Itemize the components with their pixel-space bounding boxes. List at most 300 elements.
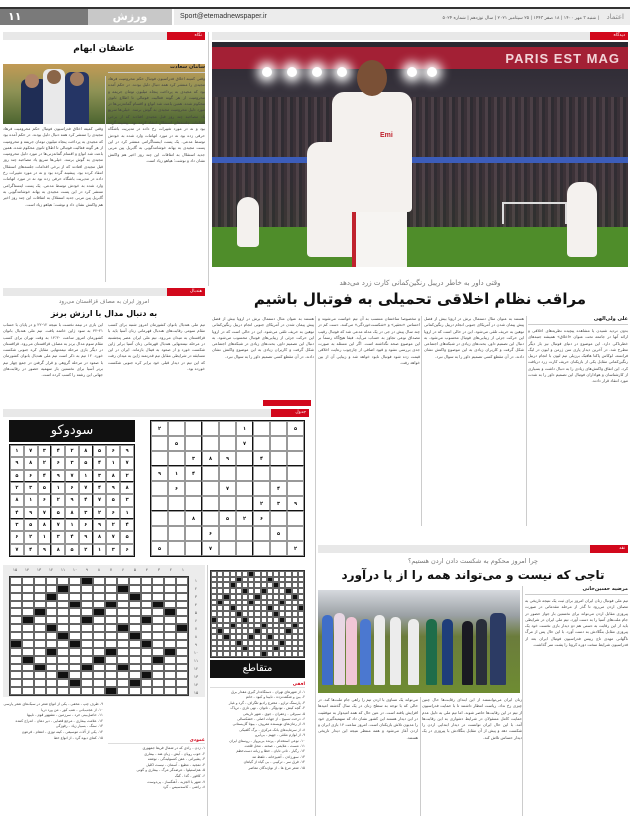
- sudoku-cell[interactable]: [202, 496, 219, 511]
- crossword-cell[interactable]: [105, 656, 117, 664]
- crossword-cell[interactable]: [22, 601, 34, 609]
- crossword-cell[interactable]: [105, 585, 117, 593]
- crossword-cell[interactable]: [46, 679, 58, 687]
- crossword-cell[interactable]: [10, 679, 22, 687]
- crossword-cell[interactable]: [10, 656, 22, 664]
- crossword-cell[interactable]: [141, 687, 153, 695]
- sudoku-cell[interactable]: [202, 466, 219, 481]
- crossword-cell[interactable]: [46, 671, 58, 679]
- sudoku-cell[interactable]: [287, 526, 304, 541]
- crossword-cell[interactable]: [176, 585, 188, 593]
- crossword-cell[interactable]: [81, 656, 93, 664]
- crossword-cell[interactable]: [152, 593, 164, 601]
- crossword-cell[interactable]: [176, 616, 188, 624]
- crossword-col-number: ۶: [121, 567, 125, 572]
- crossword-col-number: ۷: [109, 567, 113, 572]
- crossword-cell[interactable]: [93, 593, 105, 601]
- sudoku-cell: ۳: [93, 470, 107, 482]
- crossword-cell[interactable]: [10, 608, 22, 616]
- crossword-cell[interactable]: [164, 671, 176, 679]
- crossword-cell[interactable]: [22, 624, 34, 632]
- clue-item: ۱۱- حاصل‌بینی خرد - سرزمین - مشهور قوم - نایبها: [27, 713, 103, 718]
- sudoku-cell[interactable]: [185, 436, 202, 451]
- handball-title: به دنبال مدال با ارزش برنز: [50, 309, 158, 318]
- crossword-cell[interactable]: [164, 640, 176, 648]
- sudoku-cell[interactable]: [185, 526, 202, 541]
- sudoku-cell[interactable]: [236, 466, 253, 481]
- sudoku-cell[interactable]: [270, 541, 287, 556]
- issue-date: شنبه ۳ مهر ۱۴۰۰ | ۱۸ صفر ۱۴۴۳ | ۲۵ سپتامبر ۲۰۲۱ | سال نوزدهم | شماره ۵۰۲۴: [442, 16, 597, 21]
- crossword-row-number: ۷: [194, 625, 198, 631]
- crossword-cell[interactable]: [34, 585, 46, 593]
- crossword-black-cell: [34, 664, 46, 672]
- sudoku-cell: ۷: [10, 544, 24, 556]
- crossword-cell[interactable]: [117, 601, 129, 609]
- crossword-cell[interactable]: [129, 648, 141, 656]
- crossword-cell[interactable]: [141, 601, 153, 609]
- sudoku-cell[interactable]: [287, 436, 304, 451]
- crossword-cell[interactable]: [57, 679, 69, 687]
- crossword-cell[interactable]: [117, 632, 129, 640]
- sudoku-cell[interactable]: [151, 481, 168, 496]
- crossword-cell[interactable]: [81, 632, 93, 640]
- crossword-cell[interactable]: [93, 664, 105, 672]
- crossword-cell[interactable]: [117, 671, 129, 679]
- crossword-cell[interactable]: [10, 616, 22, 624]
- crossword-cell[interactable]: [176, 577, 188, 585]
- crossword-cell[interactable]: [164, 601, 176, 609]
- sudoku-cell[interactable]: [287, 466, 304, 481]
- column-rule: [208, 32, 209, 286]
- crossword-cell[interactable]: [57, 616, 69, 624]
- crossword-cell[interactable]: [46, 656, 58, 664]
- crossword-cell[interactable]: [164, 664, 176, 672]
- crossword-cell[interactable]: [22, 585, 34, 593]
- crossword-cell[interactable]: [22, 687, 34, 695]
- crossword-cell[interactable]: [46, 585, 58, 593]
- crossword-cell[interactable]: [129, 624, 141, 632]
- crossword-cell[interactable]: [57, 601, 69, 609]
- crossword-cell[interactable]: [10, 577, 22, 585]
- crossword-cell[interactable]: [69, 656, 81, 664]
- sudoku-cell: ۴: [185, 466, 202, 481]
- crossword-cell[interactable]: [129, 656, 141, 664]
- crossword-row-number: ۱۴: [193, 681, 199, 687]
- sudoku-cell[interactable]: [287, 451, 304, 466]
- crossword-cell[interactable]: [105, 577, 117, 585]
- crossword-cell[interactable]: [34, 624, 46, 632]
- crossword-cell[interactable]: [152, 640, 164, 648]
- crossword-cell[interactable]: [22, 671, 34, 679]
- crossword-cell[interactable]: [93, 640, 105, 648]
- sudoku-cell[interactable]: [168, 421, 185, 436]
- sudoku-cell[interactable]: [219, 421, 236, 436]
- sudoku-cell: ۱: [79, 470, 93, 482]
- crossword-cell[interactable]: [34, 656, 46, 664]
- sudoku-cell[interactable]: [236, 496, 253, 511]
- crossword-cell[interactable]: [105, 632, 117, 640]
- sudoku-cell[interactable]: [219, 436, 236, 451]
- section-email[interactable]: Sport@etemadnewspaper.ir: [174, 9, 384, 25]
- crossword-grid[interactable]: [9, 576, 189, 696]
- crossword-cell[interactable]: [57, 624, 69, 632]
- crossword-cell[interactable]: [69, 585, 81, 593]
- crossword-row-numbers: [189, 576, 203, 696]
- sudoku-cell[interactable]: [168, 541, 185, 556]
- crossword-cell[interactable]: [141, 632, 153, 640]
- sudoku-cell: ۸: [93, 531, 107, 543]
- crossword-cell[interactable]: [117, 679, 129, 687]
- crossword-cell[interactable]: [129, 687, 141, 695]
- sudoku-cell[interactable]: [185, 481, 202, 496]
- crossword-cell[interactable]: [152, 577, 164, 585]
- crossword-cell[interactable]: [141, 608, 153, 616]
- crossword-cell[interactable]: [105, 664, 117, 672]
- crossword-cell[interactable]: [81, 640, 93, 648]
- sudoku-cell: ۸: [202, 451, 219, 466]
- crossword-cell[interactable]: [69, 632, 81, 640]
- sudoku-cell[interactable]: [253, 436, 270, 451]
- crossword-cell[interactable]: [117, 577, 129, 585]
- crossword-cell[interactable]: [176, 671, 188, 679]
- sudoku-cell[interactable]: [253, 481, 270, 496]
- sudoku-cell[interactable]: [151, 451, 168, 466]
- crossword-cell[interactable]: [81, 648, 93, 656]
- crossword-cell[interactable]: [105, 640, 117, 648]
- crossword-cell[interactable]: [117, 648, 129, 656]
- crossword-cell[interactable]: [81, 608, 93, 616]
- crossword-cell[interactable]: [46, 664, 58, 672]
- sudoku-cell[interactable]: [236, 451, 253, 466]
- crossword-cell[interactable]: [93, 577, 105, 585]
- sudoku-cell[interactable]: [236, 541, 253, 556]
- crossword-cell[interactable]: [57, 608, 69, 616]
- sudoku-cell[interactable]: [219, 466, 236, 481]
- bottom-headline: تاجی که نیست و می‌تواند همه را از پا درآورد: [341, 568, 605, 582]
- sudoku-cell[interactable]: [168, 511, 185, 526]
- crossword-cell[interactable]: [105, 608, 117, 616]
- crossword-cell[interactable]: [152, 632, 164, 640]
- crossword-cell[interactable]: [129, 664, 141, 672]
- sudoku-cell: ۷: [65, 470, 79, 482]
- crossword-col-number: ۸: [97, 567, 101, 572]
- crossword-cell[interactable]: [164, 632, 176, 640]
- crossword-cell[interactable]: [81, 601, 93, 609]
- crossword-cell[interactable]: [105, 679, 117, 687]
- sudoku-cell: ۲: [79, 544, 93, 556]
- crossword-cell[interactable]: [57, 664, 69, 672]
- crossword-cell[interactable]: [93, 687, 105, 695]
- sudoku-cell[interactable]: [219, 541, 236, 556]
- crossword-cell[interactable]: [34, 679, 46, 687]
- crossword-cell[interactable]: [105, 624, 117, 632]
- crossword-cell[interactable]: [93, 616, 105, 624]
- crossword-cell[interactable]: [10, 664, 22, 672]
- sudoku-cell[interactable]: [168, 526, 185, 541]
- sudoku-cell[interactable]: [236, 481, 253, 496]
- bottom-body-col2: زنان ایران می‌توانستند از این ابتدای رقابت‌ها حال چنین چیزی رخ نداد. ریاست انتظار داشتند تا با حمایت فدراسیون از تیم در این رقابت‌ها حاضر شوند. اما تیم ملی به دلیل عدم حمایت کامل مسئولان در شرایط دشواری به این رقابت‌ها آمد. با این حال ایران توانست در دیدار ابتدایی اردن را شکست دهد و پیش از آن مقابل بنگلادش با پیروزی در یک دیدار حساس تلاش کند.: [422, 697, 522, 740]
- clue-item: ۶- درخت تسبیح - از جهات اصلی - خشکسالی: [237, 717, 305, 722]
- crossword-col-number: ۱۰: [72, 567, 78, 572]
- crossword-cell[interactable]: [22, 664, 34, 672]
- crossword-cell[interactable]: [93, 601, 105, 609]
- sudoku-cell: ۸: [106, 470, 120, 482]
- crossword-cell[interactable]: [176, 656, 188, 664]
- sudoku-cell: ۲: [236, 511, 253, 526]
- crossword-cell[interactable]: [176, 648, 188, 656]
- crossword-black-cell: [152, 601, 164, 609]
- crossword-cell[interactable]: [34, 632, 46, 640]
- crossword-cell[interactable]: [34, 687, 46, 695]
- crossword-cell[interactable]: [117, 616, 129, 624]
- crossword-black-cell: [81, 577, 93, 585]
- crossword-cell[interactable]: [93, 632, 105, 640]
- crossword-cell[interactable]: [164, 656, 176, 664]
- crossword-cell[interactable]: [69, 648, 81, 656]
- crossword-cell[interactable]: [34, 577, 46, 585]
- crossword-cell[interactable]: [164, 585, 176, 593]
- crossword-cell[interactable]: [176, 593, 188, 601]
- sudoku-puzzle-grid[interactable]: [150, 420, 305, 557]
- crossword-cell[interactable]: [69, 616, 81, 624]
- crossword-cell[interactable]: [176, 601, 188, 609]
- crossword-cell[interactable]: [81, 687, 93, 695]
- crossword-cell[interactable]: [46, 601, 58, 609]
- clue-item: ۸- راضی - کاسه‌سیس - گرد: [162, 785, 205, 790]
- crossword-cell[interactable]: [93, 585, 105, 593]
- crossword-cell[interactable]: [117, 593, 129, 601]
- crossword-cell[interactable]: [34, 671, 46, 679]
- crossword-cell[interactable]: [81, 585, 93, 593]
- main-body-col2: هستند به عنوان مثال دستمال برش در اروپا بیش از فصل پیش پیمان شدن در آمریکای جنوبی انجام دریبل رنگین‌کمانی توهین به حریف تلقی می‌شود. این در حالی است که در اروپا این حرکت جزئی از زیبایی‌های فوتبال محسوب می‌شود. به دنبال این تصمیم داور، بحث‌های زیادی در شبکه‌های اجتماعی شکل گرفت و کاربران زیادی به این موضوع واکنش نشان دادند. در آن مقطع کسی تصمیم داور را به سوال نبرد.: [424, 316, 524, 359]
- crossword-black-cell: [46, 593, 58, 601]
- crossword-black-cell: [164, 648, 176, 656]
- crossword-cell[interactable]: [152, 585, 164, 593]
- clue-item: ۱۵- کمای دیوه گرد - از انواع خط: [53, 735, 103, 740]
- crossword-cell[interactable]: [22, 577, 34, 585]
- crossword-cell[interactable]: [129, 640, 141, 648]
- crossword-cell[interactable]: [57, 648, 69, 656]
- sudoku-cell[interactable]: [151, 496, 168, 511]
- crossword-cell[interactable]: [152, 648, 164, 656]
- crossword-cell[interactable]: [117, 687, 129, 695]
- sudoku-cell[interactable]: [219, 526, 236, 541]
- crossword-cell[interactable]: [164, 616, 176, 624]
- clue-item: ۳- پشیرانی - عفن کنسولیه‌گی - نوشته: [147, 757, 205, 762]
- sudoku-cell[interactable]: [253, 466, 270, 481]
- crossword-cell[interactable]: [46, 640, 58, 648]
- crossword-cell[interactable]: [176, 608, 188, 616]
- crossword-cell[interactable]: [57, 577, 69, 585]
- sudoku-cell: ۶: [51, 457, 65, 469]
- crossword-cell[interactable]: [34, 648, 46, 656]
- crossword-black-cell: [176, 624, 188, 632]
- sudoku-cell[interactable]: [202, 436, 219, 451]
- crossword-cell[interactable]: [152, 687, 164, 695]
- crossword-cell[interactable]: [93, 624, 105, 632]
- sudoku-cell: ۸: [10, 494, 24, 506]
- crossword-cell[interactable]: [69, 687, 81, 695]
- sudoku-cell[interactable]: [185, 496, 202, 511]
- sudoku-cell[interactable]: [253, 526, 270, 541]
- crossword-cell[interactable]: [10, 648, 22, 656]
- crossword-cell[interactable]: [176, 640, 188, 648]
- crossword-cell[interactable]: [10, 593, 22, 601]
- sudoku-cell: ۸: [38, 519, 52, 531]
- crossword-cell[interactable]: [81, 679, 93, 687]
- crossword-cell[interactable]: [34, 616, 46, 624]
- crossword-cell[interactable]: [117, 608, 129, 616]
- sudoku-cell: ۶: [253, 511, 270, 526]
- crossword-cell[interactable]: [152, 616, 164, 624]
- sudoku-cell[interactable]: [202, 511, 219, 526]
- sudoku-cell: ۷: [236, 436, 253, 451]
- sudoku-cell[interactable]: [287, 511, 304, 526]
- crossword-cell[interactable]: [57, 593, 69, 601]
- sudoku-cell: ۲: [10, 482, 24, 494]
- crossword-cell[interactable]: [117, 656, 129, 664]
- crossword-black-cell: [81, 616, 93, 624]
- crossword-cell[interactable]: [164, 577, 176, 585]
- sudoku-cell[interactable]: [202, 481, 219, 496]
- crossword-black-cell: [117, 664, 129, 672]
- crossword-cell[interactable]: [141, 593, 153, 601]
- crossword-cell[interactable]: [129, 616, 141, 624]
- crossword-cell[interactable]: [10, 585, 22, 593]
- crossword-cell[interactable]: [141, 679, 153, 687]
- crossword-cell[interactable]: [22, 608, 34, 616]
- crossword-cell[interactable]: [46, 616, 58, 624]
- crossword-cell[interactable]: [152, 664, 164, 672]
- main-byline: علی ولی‌الهی: [528, 316, 628, 325]
- crossword-cell[interactable]: [141, 664, 153, 672]
- crossword-cell[interactable]: [164, 624, 176, 632]
- crossword-cell[interactable]: [129, 671, 141, 679]
- sudoku-cell[interactable]: [253, 421, 270, 436]
- sudoku-cell[interactable]: [151, 526, 168, 541]
- sudoku-cell[interactable]: [270, 511, 287, 526]
- crossword-cell[interactable]: [34, 593, 46, 601]
- crossword-cell[interactable]: [164, 593, 176, 601]
- crossword-cell[interactable]: [129, 585, 141, 593]
- crossword-cell[interactable]: [105, 671, 117, 679]
- crossword-cell[interactable]: [22, 640, 34, 648]
- sudoku-cell[interactable]: [185, 421, 202, 436]
- crossword-cell[interactable]: [69, 664, 81, 672]
- crossword-cell[interactable]: [141, 585, 153, 593]
- crossword-cell[interactable]: [57, 640, 69, 648]
- crossword-cell[interactable]: [164, 679, 176, 687]
- crossword-cell[interactable]: [129, 601, 141, 609]
- crossword-cell[interactable]: [22, 648, 34, 656]
- crossword-cell[interactable]: [57, 687, 69, 695]
- crossword-cell[interactable]: [141, 648, 153, 656]
- crossword-cell[interactable]: [152, 608, 164, 616]
- sudoku-cell[interactable]: [270, 421, 287, 436]
- crossword-cell[interactable]: [69, 608, 81, 616]
- crossword-cell[interactable]: [105, 616, 117, 624]
- crossword-cell[interactable]: [176, 664, 188, 672]
- crossword-cell[interactable]: [93, 679, 105, 687]
- sudoku-cell[interactable]: [151, 511, 168, 526]
- crossword-black-cell: [57, 632, 69, 640]
- crossword-cell[interactable]: [22, 679, 34, 687]
- sudoku-cell[interactable]: [168, 451, 185, 466]
- sudoku-cell[interactable]: [287, 481, 304, 496]
- crossword-cell[interactable]: [141, 624, 153, 632]
- sudoku-cell[interactable]: [168, 496, 185, 511]
- crossword-cell[interactable]: [176, 679, 188, 687]
- crossword-cell[interactable]: [10, 624, 22, 632]
- crossword-cell[interactable]: [129, 577, 141, 585]
- sudoku-cell[interactable]: [219, 496, 236, 511]
- crossword-cell[interactable]: [57, 656, 69, 664]
- sudoku-cell[interactable]: [253, 541, 270, 556]
- sudoku-cell[interactable]: [202, 421, 219, 436]
- crossword-black-cell: [105, 648, 117, 656]
- crossword-cell[interactable]: [152, 671, 164, 679]
- sudoku-cell[interactable]: [270, 451, 287, 466]
- crossword-cell[interactable]: [10, 671, 22, 679]
- crossword-cell[interactable]: [141, 577, 153, 585]
- crossword-black-cell: [141, 616, 153, 624]
- crossword-cell[interactable]: [69, 624, 81, 632]
- crossword-cell[interactable]: [93, 648, 105, 656]
- crossword-cell[interactable]: [69, 593, 81, 601]
- crossword-cell[interactable]: [105, 593, 117, 601]
- crossword-cell[interactable]: [22, 632, 34, 640]
- sudoku-cell: ۵: [151, 541, 168, 556]
- crossword-cell[interactable]: [141, 656, 153, 664]
- crossword-cell[interactable]: [46, 608, 58, 616]
- sudoku-cell[interactable]: [270, 466, 287, 481]
- sudoku-cell[interactable]: [151, 436, 168, 451]
- sudoku-cell[interactable]: [270, 436, 287, 451]
- crossword-cell[interactable]: [81, 593, 93, 601]
- main-continue-marker: [263, 400, 311, 406]
- crossword-cell[interactable]: [69, 577, 81, 585]
- crossword-cell[interactable]: [34, 601, 46, 609]
- crossword-cell[interactable]: [34, 640, 46, 648]
- crossword-cell[interactable]: [10, 632, 22, 640]
- crossword-cell[interactable]: [152, 624, 164, 632]
- crossword-cell[interactable]: [46, 577, 58, 585]
- crossword-cell[interactable]: [10, 687, 22, 695]
- crossword-cell[interactable]: [117, 640, 129, 648]
- crossword-cell[interactable]: [176, 632, 188, 640]
- sudoku-cell: ۳: [106, 544, 120, 556]
- crossword-cell[interactable]: [10, 601, 22, 609]
- crossword-cell[interactable]: [93, 671, 105, 679]
- crossword-cell[interactable]: [46, 687, 58, 695]
- crossword-cell[interactable]: [69, 671, 81, 679]
- crossword-cell[interactable]: [152, 679, 164, 687]
- sudoku-cell: ۸: [24, 457, 38, 469]
- crossword-cell[interactable]: [164, 687, 176, 695]
- crossword-cell[interactable]: [129, 608, 141, 616]
- crossword-black-cell: [117, 585, 129, 593]
- sudoku-cell: ۶: [10, 531, 24, 543]
- sudoku-cell: ۵: [38, 482, 52, 494]
- sudoku-cell[interactable]: [236, 526, 253, 541]
- crossword-black-cell: [10, 640, 22, 648]
- crossword-cell[interactable]: [81, 624, 93, 632]
- sudoku-cell[interactable]: [185, 541, 202, 556]
- crossword-cell[interactable]: [176, 687, 188, 695]
- crossword-cell[interactable]: [22, 593, 34, 601]
- crossword-cell[interactable]: [46, 632, 58, 640]
- crossword-cell[interactable]: [81, 671, 93, 679]
